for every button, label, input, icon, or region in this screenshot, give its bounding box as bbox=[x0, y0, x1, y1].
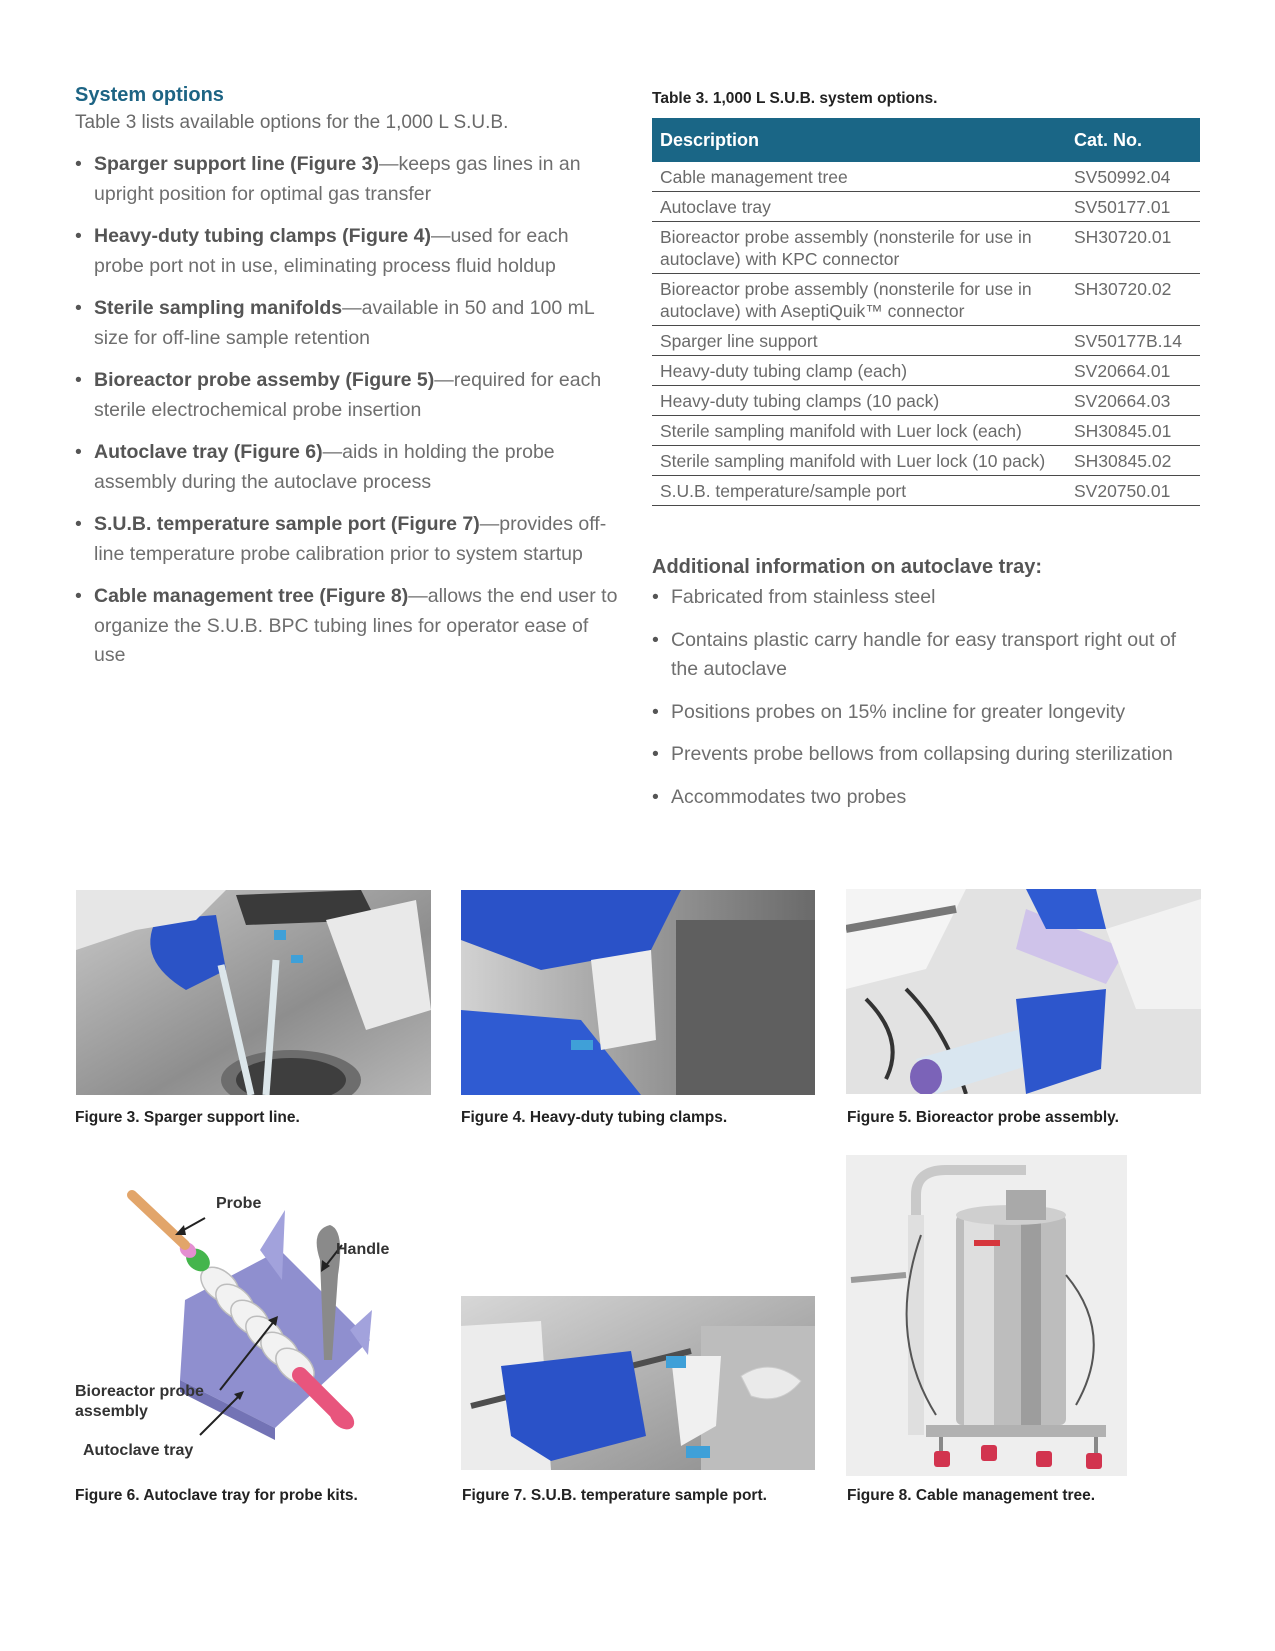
cell-cat-no: SV50177.01 bbox=[1066, 192, 1200, 222]
table-caption: Table 3. 1,000 L S.U.B. system options. bbox=[652, 90, 938, 107]
figure-7-caption: Figure 7. S.U.B. temperature sample port. bbox=[462, 1487, 767, 1504]
cell-description: Heavy-duty tubing clamps (10 pack) bbox=[652, 386, 1066, 416]
list-item: • Sparger support line (Figure 3)—keeps gas lines in an upright position for optimal gas transfer bbox=[75, 150, 620, 209]
cell-cat-no: SH30845.02 bbox=[1066, 446, 1200, 476]
figure-5-photo bbox=[846, 889, 1201, 1094]
table-row bbox=[652, 162, 1200, 192]
table-row bbox=[652, 356, 1200, 386]
table-row bbox=[652, 274, 1200, 326]
system-options-section bbox=[75, 82, 620, 684]
cell-description: Heavy-duty tubing clamp (each) bbox=[652, 356, 1066, 386]
intro-text: Table 3 lists available options for the 1,000 L S.U.B. bbox=[75, 112, 509, 133]
list-item: • S.U.B. temperature sample port (Figure 7)—provides off-line temperature probe calibration prior to system startup bbox=[75, 510, 620, 569]
figure-8-photo bbox=[846, 1155, 1127, 1476]
table-row bbox=[652, 222, 1200, 274]
figure-8-caption: Figure 8. Cable management tree. bbox=[847, 1487, 1096, 1504]
list-item: • Bioreactor probe assemby (Figure 5)—required for each sterile electrochemical probe insertion bbox=[75, 366, 620, 425]
cell-cat-no: SH30720.01 bbox=[1066, 222, 1200, 274]
table-row bbox=[652, 192, 1200, 222]
table-row bbox=[652, 446, 1200, 476]
cell-description: Sterile sampling manifold with Luer lock (each) bbox=[652, 416, 1066, 446]
figure-3-caption: Figure 3. Sparger support line. bbox=[75, 1109, 300, 1126]
list-item: • Prevents probe bellows from collapsing during sterilization bbox=[652, 740, 1200, 770]
label-bioreactor-probe-assembly: Bioreactor probe assembly bbox=[75, 1383, 204, 1420]
list-item: • Heavy-duty tubing clamps (Figure 4)—used for each probe port not in use, eliminating process fluid holdup bbox=[75, 222, 620, 281]
list-item: • Autoclave tray (Figure 6)—aids in holding the probe assembly during the autoclave process bbox=[75, 438, 620, 497]
autoclave-info-list bbox=[652, 583, 1200, 812]
cell-cat-no: SV20664.03 bbox=[1066, 386, 1200, 416]
label-handle: Handle bbox=[336, 1241, 390, 1258]
options-list bbox=[75, 150, 620, 671]
autoclave-info-title: Additional information on autoclave tray: bbox=[652, 556, 1043, 578]
cell-description: Sparger line support bbox=[652, 326, 1066, 356]
table-row bbox=[652, 416, 1200, 446]
cell-cat-no: SH30720.02 bbox=[1066, 274, 1200, 326]
list-item: • Fabricated from stainless steel bbox=[652, 583, 1200, 613]
list-item: • Accommodates two probes bbox=[652, 783, 1200, 813]
figure-3-photo bbox=[76, 890, 431, 1095]
list-item: • Positions probes on 15% incline for greater longevity bbox=[652, 698, 1200, 728]
options-table-section bbox=[652, 88, 1200, 825]
cell-cat-no: SH30845.01 bbox=[1066, 416, 1200, 446]
label-autoclave-tray: Autoclave tray bbox=[83, 1442, 194, 1459]
table-row bbox=[652, 326, 1200, 356]
options-table bbox=[652, 118, 1200, 506]
cell-description: Bioreactor probe assembly (nonsterile for use in autoclave) with AseptiQuik™ connector bbox=[652, 274, 1066, 326]
figure-5-caption: Figure 5. Bioreactor probe assembly. bbox=[847, 1109, 1119, 1126]
cell-cat-no: SV20750.01 bbox=[1066, 476, 1200, 506]
label-probe: Probe bbox=[216, 1195, 262, 1212]
table-row bbox=[652, 476, 1200, 506]
section-title: System options bbox=[75, 84, 224, 106]
header-description: Description bbox=[652, 118, 1066, 162]
cell-description: Autoclave tray bbox=[652, 192, 1066, 222]
cell-cat-no: SV20664.01 bbox=[1066, 356, 1200, 386]
header-cat-no: Cat. No. bbox=[1066, 118, 1200, 162]
list-item: • Sterile sampling manifolds—available in 50 and 100 mL size for off-line sample retention bbox=[75, 294, 620, 353]
table-row bbox=[652, 386, 1200, 416]
cell-description: Bioreactor probe assembly (nonsterile for use in autoclave) with KPC connector bbox=[652, 222, 1066, 274]
figure-4-photo bbox=[461, 890, 815, 1095]
table-header-row bbox=[652, 118, 1200, 162]
figure-4-caption: Figure 4. Heavy-duty tubing clamps. bbox=[461, 1109, 728, 1126]
list-item: • Cable management tree (Figure 8)—allows the end user to organize the S.U.B. BPC tubing lines for operator ease of use bbox=[75, 582, 620, 671]
cell-description: Sterile sampling manifold with Luer lock (10 pack) bbox=[652, 446, 1066, 476]
cell-cat-no: SV50177B.14 bbox=[1066, 326, 1200, 356]
figure-6-caption: Figure 6. Autoclave tray for probe kits. bbox=[75, 1487, 358, 1504]
list-item: • Contains plastic carry handle for easy transport right out of the autoclave bbox=[652, 626, 1200, 685]
cell-description: Cable management tree bbox=[652, 162, 1066, 192]
figure-7-photo bbox=[461, 1296, 815, 1470]
cell-description: S.U.B. temperature/sample port bbox=[652, 476, 1066, 506]
cell-cat-no: SV50992.04 bbox=[1066, 162, 1200, 192]
